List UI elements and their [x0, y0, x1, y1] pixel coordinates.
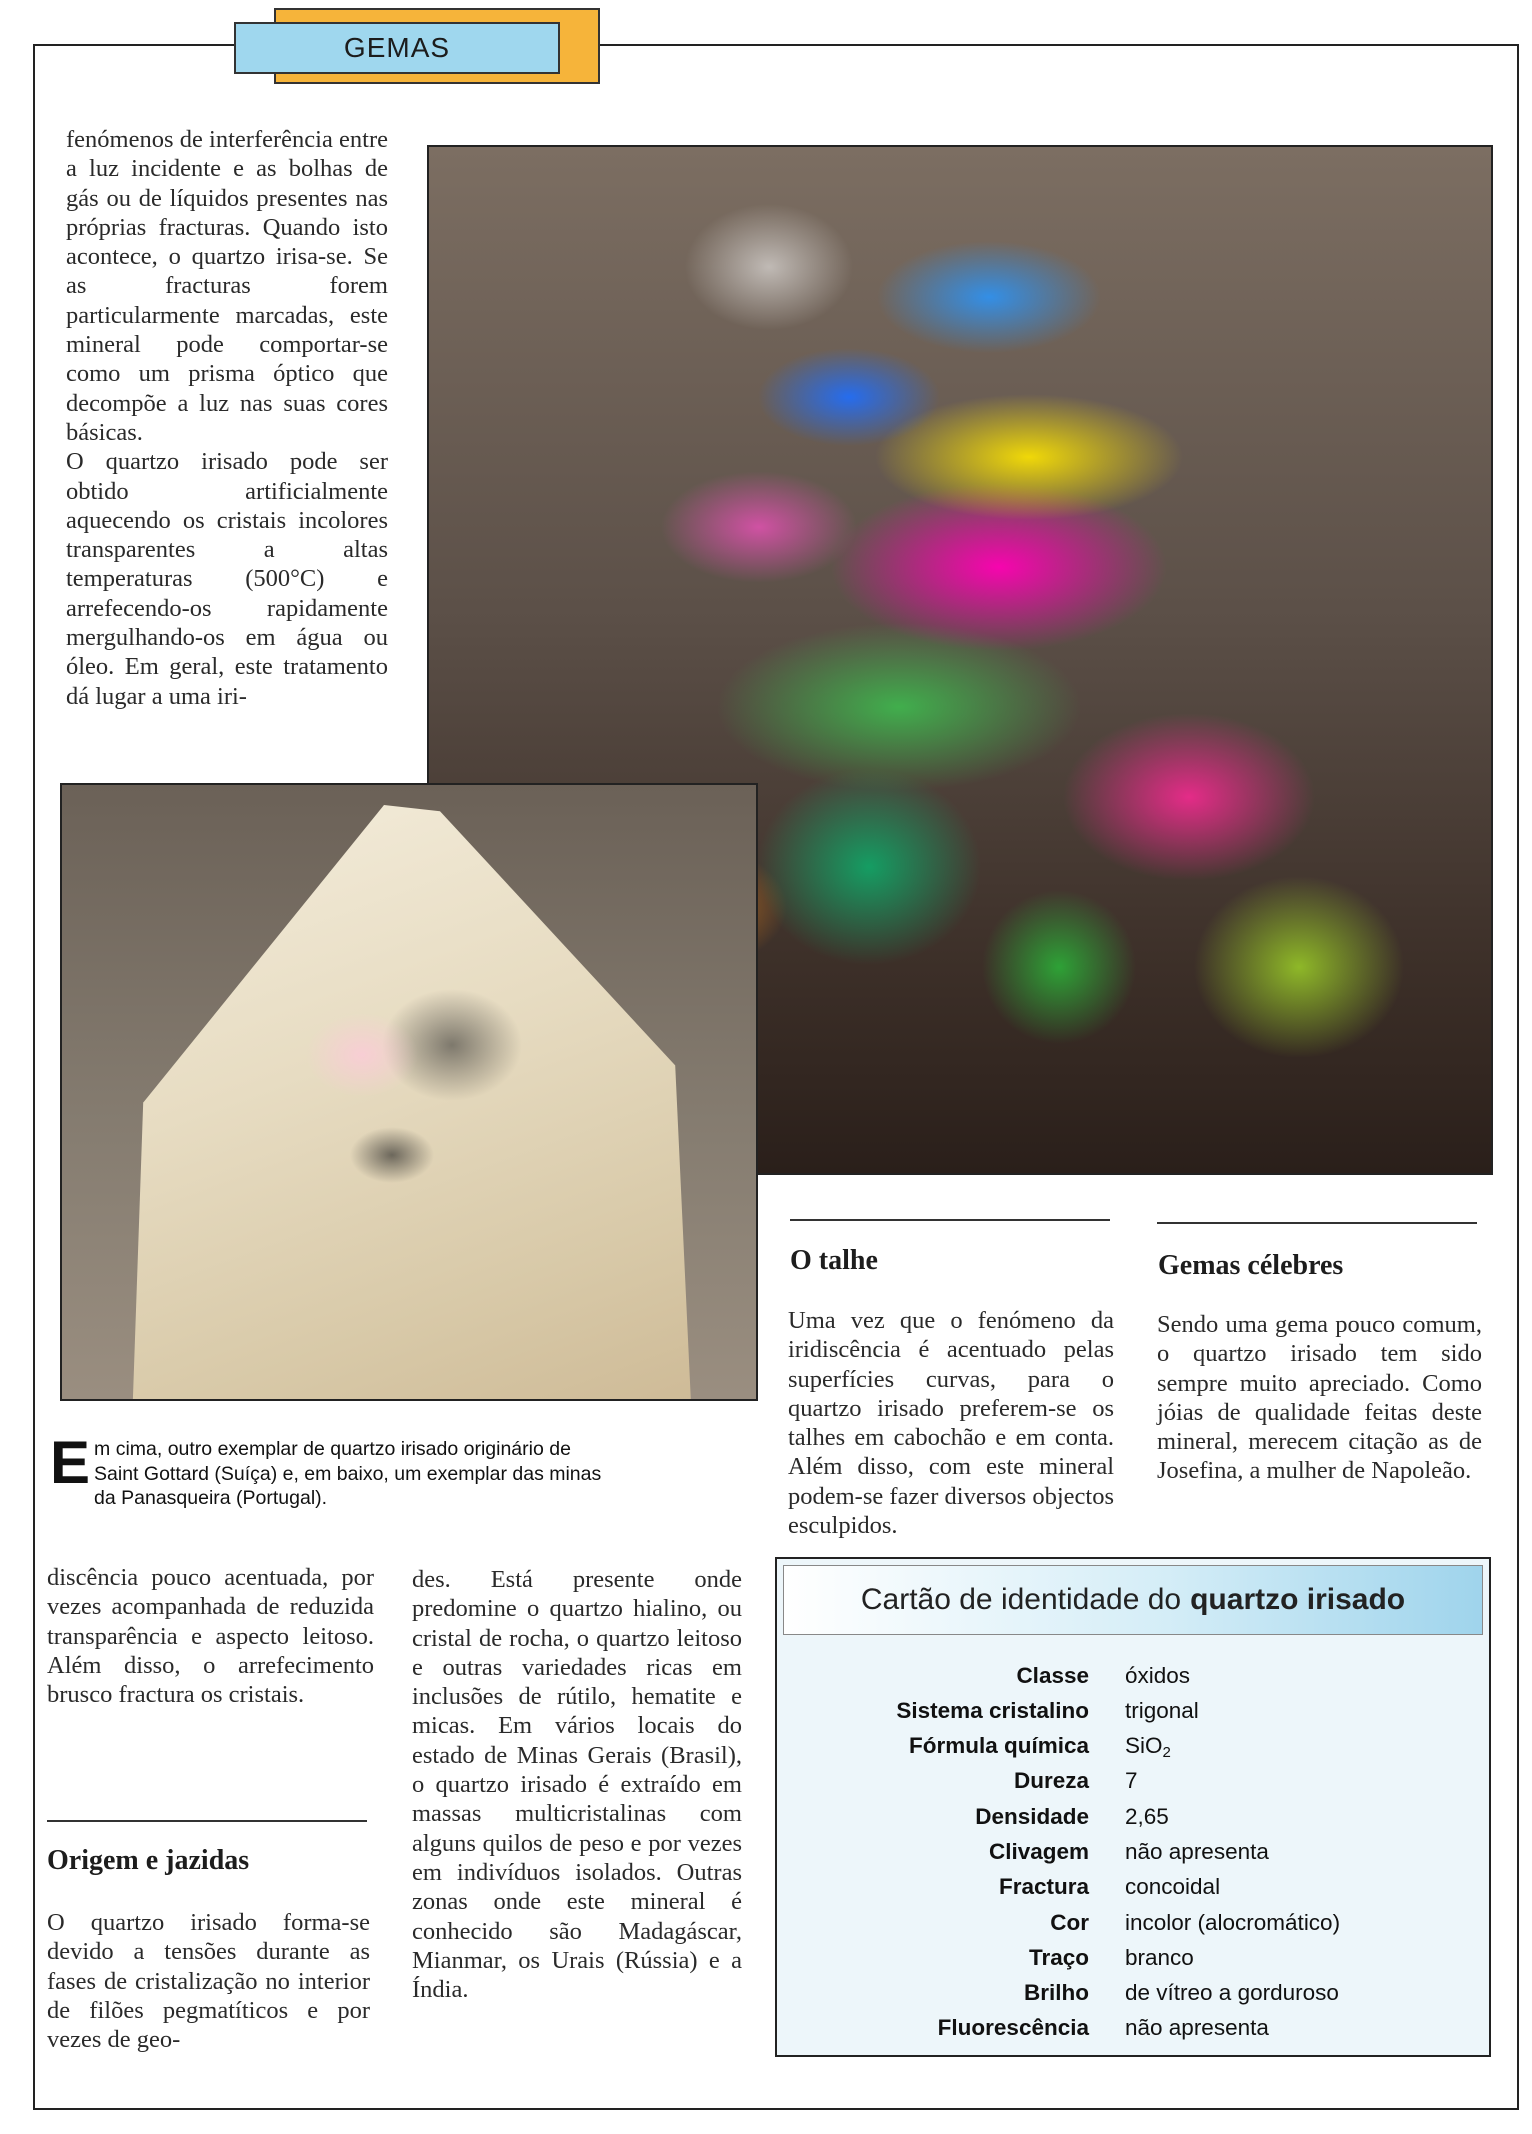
id-label: Fluorescência	[937, 2015, 1089, 2040]
id-row-classe	[777, 1663, 1489, 1697]
formula-base: SiO	[1125, 1733, 1163, 1758]
id-value: concoidal	[1125, 1874, 1221, 1899]
divider-origem	[47, 1820, 367, 1822]
text-talhe: Uma vez que o fenómeno da iridiscência é acentuado pelas superfícies curvas, para o quartzo irisado preferem-se os talhes em cabochão e em conta. Além disso, com este mineral podem-se fazer diversos objectos esculpidos.	[788, 1307, 1114, 1540]
id-value: trigonal	[1125, 1698, 1199, 1723]
id-value: 2,65	[1125, 1804, 1169, 1829]
paragraph: O quartzo irisado pode ser obtido artificialmente aquecendo os cristais incolores transparentes a altas temperaturas (500°C) e arrefecendo-os rapidamente mergulhando-os em água ou óleo. Em geral, este tratamento dá lugar a uma iri-	[66, 448, 388, 710]
photo-caption	[50, 1429, 610, 1511]
section-tab: GEMAS	[234, 22, 560, 74]
crystal-shape	[132, 805, 692, 1401]
identity-card-title	[783, 1565, 1483, 1635]
id-value: óxidos	[1125, 1663, 1191, 1688]
heading-talhe: O talhe	[790, 1245, 878, 1276]
text-col2-bottom: des. Está presente onde predomine o quartzo hialino, ou cristal de rocha, o quartzo leitoso e outras variedades ricas em inclusões de rútilo, hematite e micas. Em vários locais do estado de Minas Gerais (Brasil), o quartzo irisado é extraído em massas multicristalinas com alguns quilos de peso e por vezes em indivíduos isolados. Outras zonas onde este mineral é conhecido são Madagáscar, Mianmar, os Urais (Rússia) e a Índia.	[412, 1566, 742, 2004]
id-row-traco	[777, 1945, 1489, 1979]
text-celebres: Sendo uma gema pouco comum, o quartzo irisado tem sido sempre muito apreciado. Como jóias de qualidade feitas deste mineral, merecem citação as de Josefina, a mulher de Napoleão.	[1157, 1311, 1482, 1485]
id-label: Sistema cristalino	[896, 1698, 1089, 1723]
text-origem: O quartzo irisado forma-se devido a tensões durante as fases de cristalização no interior de filões pegmatíticos e por vezes de geo-	[47, 1909, 370, 2054]
id-label: Dureza	[1013, 1768, 1089, 1793]
id-value: não apresenta	[1125, 2015, 1269, 2040]
id-label: Fórmula química	[908, 1733, 1089, 1758]
caption-text: m cima, outro exemplar de quartzo irisado originário de Saint Gottard (Suíça) e, em baixo, um exemplar das minas da Panasqueira (Portugal).	[94, 1438, 602, 1509]
id-row-sistema	[777, 1698, 1489, 1732]
divider-celebres	[1157, 1222, 1477, 1224]
heading-celebres: Gemas célebres	[1158, 1250, 1344, 1281]
identity-card-title-text: Cartão de identidade do	[860, 1583, 1182, 1616]
paragraph: fenómenos de interferência entre a luz incidente e as bolhas de gás ou de líquidos presentes nas próprias fracturas. Quando isto acontece, o quartzo irisa-se. Se as fracturas forem particularmente marcadas, este mineral pode comportar-se como um prisma óptico que decompõe a luz nas suas cores básicas.	[66, 126, 388, 446]
id-value: branco	[1125, 1945, 1194, 1970]
id-value: de vítreo a gorduroso	[1125, 1980, 1339, 2005]
heading-origem: Origem e jazidas	[47, 1845, 250, 1876]
id-label: Clivagem	[988, 1839, 1089, 1864]
id-row-brilho	[777, 1980, 1489, 2014]
photo-quartz-crystal	[60, 783, 758, 1401]
formula-subscript: 2	[1162, 1744, 1171, 1761]
id-row-formula	[777, 1733, 1489, 1767]
id-row-fractura	[777, 1874, 1489, 1908]
caption-drop-cap: E	[50, 1429, 91, 1496]
id-row-cor	[777, 1910, 1489, 1944]
id-row-densidade	[777, 1804, 1489, 1838]
id-label: Traço	[1028, 1945, 1089, 1970]
id-value: não apresenta	[1125, 1839, 1269, 1864]
id-label: Fractura	[998, 1874, 1089, 1899]
divider-talhe	[790, 1219, 1110, 1221]
id-value: 7	[1125, 1768, 1138, 1793]
id-row-dureza	[777, 1768, 1489, 1802]
text-col1-top	[66, 125, 388, 711]
id-label: Brilho	[1024, 1980, 1089, 2005]
id-label: Cor	[1050, 1910, 1089, 1935]
identity-card	[775, 1557, 1491, 2057]
text-col1-bottom: discência pouco acentuada, por vezes acompanhada de reduzida transparência e aspecto leitoso. Além disso, o arrefecimento brusco fractura os cristais.	[47, 1564, 374, 1709]
id-label: Densidade	[975, 1804, 1089, 1829]
id-value	[1125, 1733, 1171, 1759]
id-label: Classe	[1016, 1663, 1089, 1688]
id-row-fluorescencia	[777, 2015, 1489, 2049]
id-value: incolor (alocromático)	[1125, 1910, 1341, 1935]
identity-card-title-bold: quartzo irisado	[1190, 1583, 1406, 1616]
id-row-clivagem	[777, 1839, 1489, 1873]
